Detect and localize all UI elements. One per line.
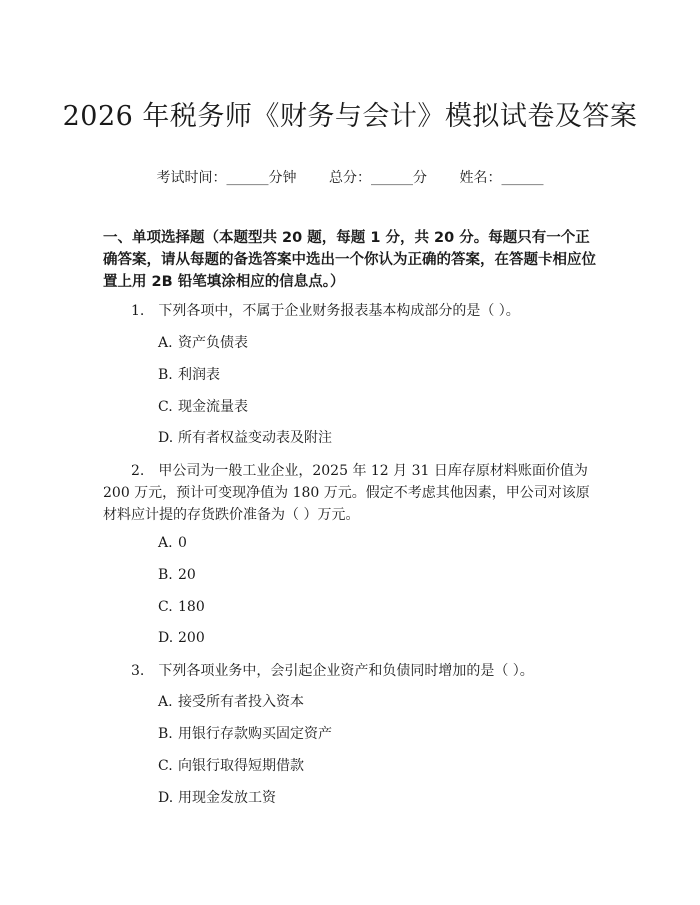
option-letter: A. [158, 694, 173, 710]
question-text: 下列各项中，不属于企业财务报表基本构成部分的是（ ）。 [158, 303, 520, 319]
option-letter: A. [158, 335, 173, 351]
option-letter: B. [158, 726, 173, 742]
question-2-option-b [158, 565, 196, 585]
option-letter: C. [158, 758, 173, 774]
option-letter: B. [158, 367, 173, 383]
question-3 [103, 660, 603, 682]
question-1 [103, 300, 603, 322]
question-1-option-d [158, 428, 332, 448]
question-3-option-c [158, 756, 304, 776]
total-score-field: 总分：______分 [329, 170, 427, 186]
option-text: 180 [178, 599, 205, 615]
option-letter: A. [158, 535, 173, 551]
option-letter: D. [158, 790, 174, 806]
section-heading: 一、单项选择题（本题型共 20 题，每题 1 分，共 20 分。每题只有一个正确答案，请从每题的备选答案中选出一个你认为正确的答案，在答题卡相应位置上用 2B 铅笔填涂相应的信息点。） [103, 230, 596, 290]
option-text: 利润表 [178, 367, 220, 383]
option-text: 0 [178, 535, 187, 551]
exam-time-field: 考试时间：______分钟 [156, 170, 297, 186]
option-text: 用银行存款购买固定资产 [178, 726, 332, 742]
question-number: 2. [131, 463, 145, 479]
question-2-option-c [158, 597, 205, 617]
option-text: 现金流量表 [178, 399, 248, 415]
page-title: 2026 年税务师《财务与会计》模拟试卷及答案 [62, 101, 638, 133]
question-2-option-d [158, 628, 205, 648]
option-text: 200 [178, 630, 205, 646]
option-letter: C. [158, 599, 173, 615]
option-letter: B. [158, 567, 173, 583]
option-letter: C. [158, 399, 173, 415]
option-text: 向银行取得短期借款 [178, 758, 304, 774]
question-1-option-c [158, 397, 248, 417]
question-3-option-b [158, 724, 332, 744]
exam-meta [0, 168, 700, 188]
option-text: 用现金发放工资 [178, 790, 276, 806]
name-field: 姓名：______ [459, 170, 544, 186]
option-text: 所有者权益变动表及附注 [178, 430, 332, 446]
question-3-option-d [158, 788, 276, 808]
question-text: 甲公司为一般工业企业，2025 年 12 月 31 日库存原材料账面价值为 200 万元，预计可变现净值为 180 万元。假定不考虑其他因素，甲公司对该原材料应计提的存货跌价准备为（ ）万元。 [103, 463, 590, 523]
question-2-option-a [158, 533, 187, 553]
question-2 [103, 460, 603, 526]
question-number: 3. [131, 663, 145, 679]
question-1-option-a [158, 333, 248, 353]
option-text: 20 [178, 567, 196, 583]
question-1-option-b [158, 365, 220, 385]
option-letter: D. [158, 630, 174, 646]
question-text: 下列各项业务中，会引起企业资产和负债同时增加的是（ ）。 [158, 663, 534, 679]
question-number: 1. [131, 303, 145, 319]
question-3-option-a [158, 692, 304, 712]
option-letter: D. [158, 430, 174, 446]
option-text: 资产负债表 [178, 335, 248, 351]
option-text: 接受所有者投入资本 [178, 694, 304, 710]
